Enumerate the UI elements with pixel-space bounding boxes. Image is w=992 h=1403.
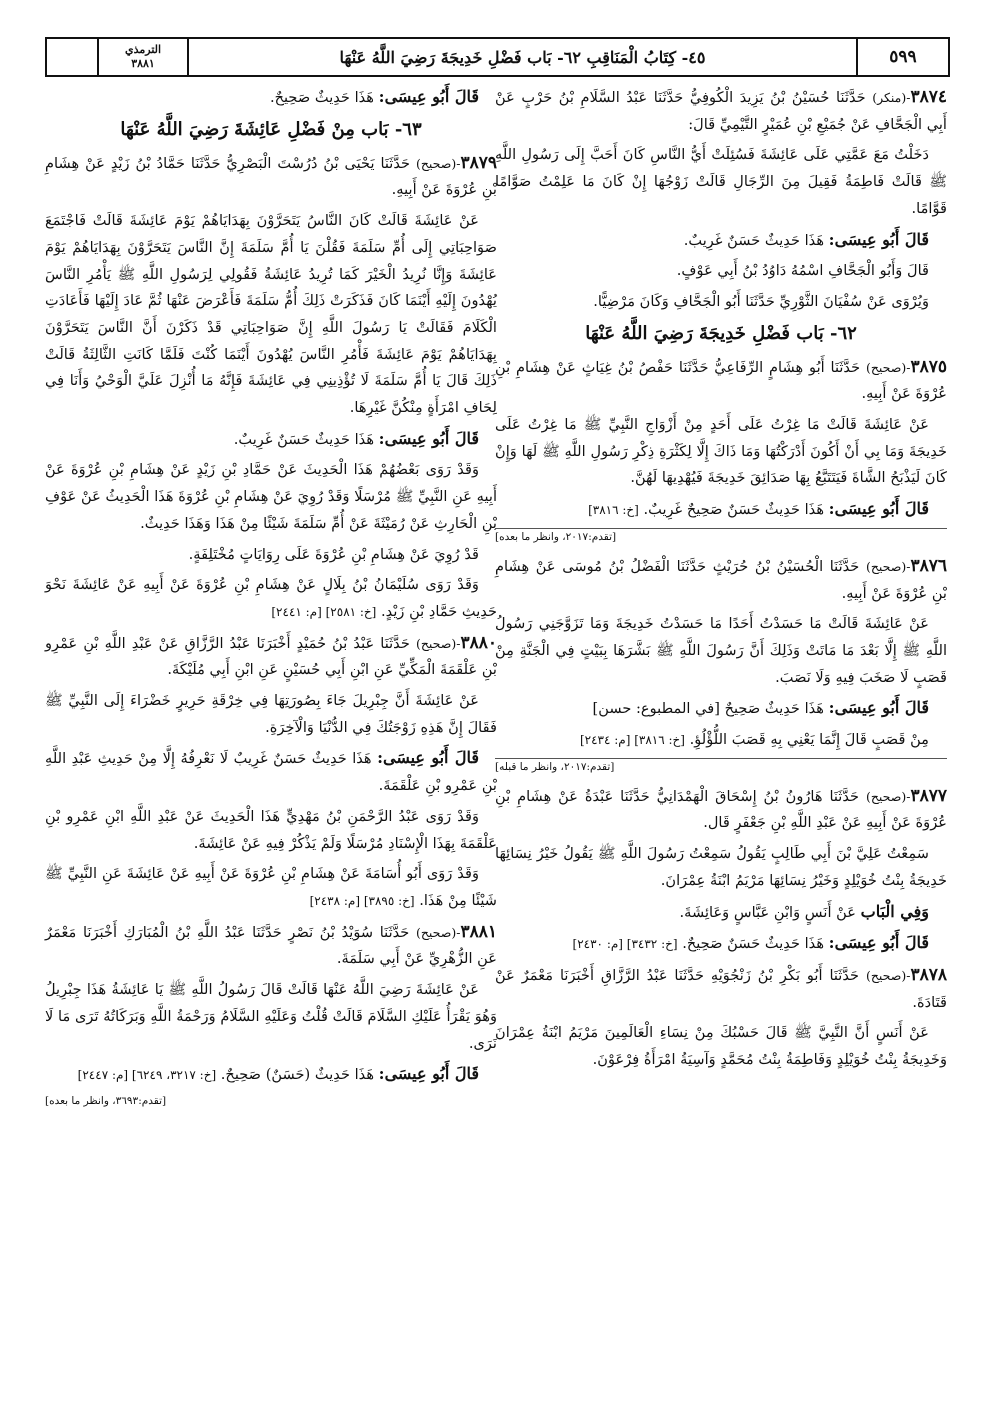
ruling-text: هَذَا حَدِيثٌ حَسَنٌ صَحِيحٌ غَرِيبٌ. xyxy=(643,501,825,519)
hadith-grade: -(صحيح) xyxy=(415,924,461,940)
hadith-3879-commentary-2: قَدْ رُوِيَ عَنْ هِشَامِ بْنِ عُرْوَةَ عَلَى رِوَايَاتٍ مُخْتَلِفَةٍ. xyxy=(188,545,479,563)
hadith-3878-matn: عَنْ أَنَسٍ أَنَّ النَّبِيَّ ﷺ قَالَ حَسْبُكَ مِنْ نِسَاءِ الْعَالَمِينَ مَرْيَمُ ابْنَةُ عِمْرَانَ وَخَدِيجَةُ بِنْتُ خُوَيْلِدٍ وَفَاطِمَةُ بِنْتُ مُحَمَّدٍ وَآسِيَةُ امْرَأَةُ فِرْعَوْنَ. xyxy=(495,1024,947,1069)
hadith-3878-isnad xyxy=(495,962,947,1016)
hadith-number: ٣٨٧٦ xyxy=(910,555,947,576)
bab-label: وَفِي الْبَاب xyxy=(860,901,929,921)
chapter-62-heading: ٦٢- بَاب فَضْلِ خَدِيجَةَ رَضِيَ اللَّهُ عَنْهَا xyxy=(585,322,857,344)
hadith-3876-ruling xyxy=(495,695,947,723)
hadith-3877-ruling xyxy=(495,930,947,958)
hadith-3876-matn: عَنْ عَائِشَةَ قَالَتْ مَا حَسَدْتُ أَحَدًا مَا حَسَدْتُ خَدِيجَةَ وَمَا تَزَوَّجَنِي رَسُولُ اللَّهِ ﷺ إِلَّا بَعْدَ مَا مَاتَتْ وَذَلِكَ أَنَّ رَسُولَ اللَّهِ ﷺ بَشَّرَهَا بِبَيْتٍ فِي الْجَنَّةِ مِنْ قَصَبٍ لَا صَخَبَ فِيهِ وَلَا نَصَبَ. xyxy=(495,615,947,686)
source-reference xyxy=(97,39,187,75)
header-empty-cell xyxy=(47,39,97,75)
page-number: ٥٩٩ xyxy=(856,39,948,75)
hadith-3875-isnad xyxy=(495,354,947,408)
isnad-text: حَدَّثَنَا سُوَيْدُ بْنُ نَصْرٍ حَدَّثَنَا عَبْدُ اللَّهِ بْنُ الْمُبَارَكِ أَخْبَرَنَا مَعْمَرٌ عَنِ الزُّهْرِيِّ عَنْ أَبِي سَلَمَةَ. xyxy=(45,923,497,968)
abu-isa-label: قَالَ أَبُو عِيسَى: xyxy=(828,933,929,953)
carryover-ruling xyxy=(45,84,497,112)
hadith-3876-isnad xyxy=(495,553,947,607)
chapter-running-title: ٤٥- كِتَابُ الْمَنَاقِبِ ٦٢- بَاب فَضْلِ خَدِيجَةَ رَضِيَ اللَّهُ عَنْهَا xyxy=(187,39,856,75)
cross-reference-note: [تقدم:٣٦٩٣، وانظر ما بعده] xyxy=(45,1094,167,1107)
isnad-text: حَدَّثَنَا أَبُو هِشَامٍ الرِّفَاعِيُّ حَدَّثَنَا حَفْصُ بْنُ غِيَاثٍ عَنْ هِشَامِ بْنِ عُرْوَةَ عَنْ أَبِيهِ. xyxy=(495,358,947,403)
takhrij-ref: [خ: ٣٨٩٥] [م: ٢٤٣٨] xyxy=(309,893,415,908)
hadith-3876-explanation xyxy=(495,727,947,754)
commentary-text: وَقَدْ رَوَى أَبُو أُسَامَةَ عَنْ هِشَامِ بْنِ عُرْوَةَ عَنْ أَبِيهِ عَنْ عَائِشَةَ عَنِ النَّبِيِّ ﷺ شَيْئًا مِنْ هَذَا. xyxy=(45,865,497,909)
hadith-number: ٣٨٧٥ xyxy=(910,356,948,377)
hadith-3881-ruling xyxy=(45,1061,497,1089)
takhrij-ref: [خ: ٣٨١٦] xyxy=(588,503,639,518)
source-number: ٣٨٨١ xyxy=(131,57,155,70)
takhrij-ref: [خ: ٣٢١٧، ٦٢٤٩] [م: ٢٤٤٧] xyxy=(77,1068,217,1083)
ruling-text: هَذَا حَدِيثٌ حَسَنٌ غَرِيبٌ. xyxy=(233,430,375,448)
isnad-text: حَدَّثَنَا عَبْدُ بْنُ حُمَيْدٍ أَخْبَرَنَا عَبْدُ الرَّزَّاقِ عَنْ عَبْدِ اللَّهِ بْنِ عَمْرِو بْنِ عَلْقَمَةَ الْمَكِّيِّ عَنِ ابْنِ أَبِي حُسَيْنٍ عَنِ ابْنِ أَبِي مُلَيْكَةَ. xyxy=(45,634,497,679)
hadith-3879-isnad xyxy=(45,150,497,204)
hadith-3875-matn: عَنْ عَائِشَةَ قَالَتْ مَا غِرْتُ عَلَى أَحَدٍ مِنْ أَزْوَاجِ النَّبِيِّ ﷺ مَا غِرْتُ عَلَى خَدِيجَةَ وَمَا بِي أَنْ أَكُونَ أَدْرَكْتُهَا وَمَا ذَاكَ إِلَّا لِكَثْرَةِ ذِكْرِ رَسُولِ اللَّهِ ﷺ لَهَا وَإِنْ كَانَ لَيَذْبَحُ الشَّاةَ فَيَتَتَبَّعُ بِهَا صَدَائِقَ خَدِيجَةَ فَيُهْدِيهَا لَهُنَّ. xyxy=(495,416,947,487)
ruling-text: هَذَا حَدِيثٌ صَحِيحٌ. xyxy=(269,89,375,106)
abu-isa-label: قَالَ أَبُو عِيسَى: xyxy=(378,87,479,106)
hadith-3880-ruling xyxy=(45,745,497,799)
hadith-3880-commentary-2 xyxy=(45,861,497,914)
bab-text: عَنْ أَنَسٍ وَابْنِ عَبَّاسٍ وَعَائِشَةَ. xyxy=(679,903,856,921)
hadith-3877-isnad xyxy=(495,783,947,837)
ruling-text: هَذَا حَدِيثٌ صَحِيحٌ [في المطبوع: حسن] xyxy=(592,700,825,718)
right-column xyxy=(495,84,947,1078)
hadith-number: ٣٨٧٩ xyxy=(460,152,498,173)
takhrij-ref: [خ: ٢٥٨١] [م: ٢٤٤١] xyxy=(271,604,377,619)
cross-reference-note: [تقدم:٢٠١٧، وانظر ما بعده] xyxy=(495,530,617,543)
abu-isa-label: قَالَ أَبُو عِيسَى: xyxy=(828,229,929,249)
ruling-text: هَذَا حَدِيثٌ حَسَنٌ صَحِيحٌ. xyxy=(682,935,825,953)
hadith-3875-ruling xyxy=(495,496,947,524)
isnad-text: حَدَّثَنَا يَحْيَى بْنُ دُرُسْتَ الْبَصْرِيُّ حَدَّثَنَا حَمَّادُ بْنُ زَيْدٍ عَنْ هِشَامِ بْنِ عُرْوَةَ عَنْ أَبِيهِ. xyxy=(45,154,497,199)
commentary-text: وَقَدْ رَوَى سُلَيْمَانُ بْنُ بِلَالٍ عَنْ هِشَامِ بْنِ عُرْوَةَ عَنْ أَبِيهِ عَنْ عَائِشَةَ نَحْوَ حَدِيثِ حَمَّادِ بْنِ زَيْدٍ. xyxy=(45,576,497,620)
isnad-text: حَدَّثَنَا حُسَيْنُ بْنُ يَزِيدَ الْكُوفِيُّ حَدَّثَنَا عَبْدُ السَّلَامِ بْنُ حَرْبٍ عَنْ أَبِي الْجَحَّافِ عَنْ جُمَيْعِ بْنِ عُمَيْرٍ التَّيْمِيِّ قَالَ: xyxy=(495,89,947,133)
hadith-3881-isnad xyxy=(45,919,497,973)
isnad-text: حَدَّثَنَا أَبُو بَكْرِ بْنُ زَنْجُوَيْهِ حَدَّثَنَا عَبْدُ الرَّزَّاقِ أَخْبَرَنَا مَعْمَرٌ عَنْ قَتَادَةَ. xyxy=(495,966,947,1011)
footnote-rule xyxy=(495,528,947,547)
isnad-text: حَدَّثَنَا هَارُونُ بْنُ إِسْحَاقَ الْهَمْدَانِيُّ حَدَّثَنَا عَبْدَةُ عَنْ هِشَامِ بْنِ عُرْوَةَ عَنْ أَبِيهِ عَنْ عَبْدِ اللَّهِ بْنِ جَعْفَرٍ قَال. xyxy=(495,787,947,832)
hadith-3879-commentary-3 xyxy=(45,572,497,625)
hadith-3874-note-2: وَيُرْوَى عَنْ سُفْيَانَ الثَّوْرِيِّ حَدَّثَنَا أَبُو الْجَحَّافِ وَكَانَ مَرْضِيًّا. xyxy=(593,292,929,310)
page-header xyxy=(45,37,950,77)
hadith-grade: -(صحيح) xyxy=(865,967,911,983)
hadith-grade: -(صحيح) xyxy=(415,155,461,171)
hadith-3880-isnad xyxy=(45,630,497,684)
hadith-3874-ruling xyxy=(495,227,947,255)
abu-isa-label: قَالَ أَبُو عِيسَى: xyxy=(828,499,929,519)
left-column xyxy=(45,84,497,1117)
hadith-3874-note-1: قَالَ وَأَبُو الْجَحَّافِ اسْمُهُ دَاوُدُ بْنُ أَبِي عَوْفٍ. xyxy=(676,262,929,280)
hadith-grade: -(صحيح) xyxy=(865,558,911,574)
takhrij-ref: [خ: ٣٨١٦] [م: ٢٤٣٤] xyxy=(579,733,685,748)
chapter-63-heading: ٦٣- بَاب مِنْ فَضْلِ عَائِشَةَ رَضِيَ اللَّهُ عَنْهَا xyxy=(120,118,422,140)
hadith-3880-matn: عَنْ عَائِشَةَ أَنَّ جِبْرِيلَ جَاءَ بِصُورَتِهَا فِي خِرْقَةِ حَرِيرٍ خَضْرَاءَ إِلَى النَّبِيِّ ﷺ فَقَالَ إِنَّ هَذِهِ زَوْجَتُكَ فِي الدُّنْيَا وَالْآخِرَةِ. xyxy=(45,692,497,736)
hadith-3877-matn: سَمِعْتُ عَلِيَّ بْنَ أَبِي طَالِبٍ يَقُولُ سَمِعْتُ رَسُولَ اللَّهِ ﷺ يَقُولُ خَيْرُ نِسَائِهَا خَدِيجَةُ بِنْتُ خُوَيْلِدٍ وَخَيْرُ نِسَائِهَا مَرْيَمُ ابْنَةُ عِمْرَانَ. xyxy=(495,845,947,889)
footnote-rule xyxy=(495,758,947,777)
hadith-3874-matn: دَخَلْتُ مَعَ عَمَّتِي عَلَى عَائِشَةَ فَسُئِلَتْ أَيُّ النَّاسِ كَانَ أَحَبَّ إِلَى رَسُولِ اللَّهِ ﷺ قَالَتْ فَاطِمَةُ فَقِيلَ مِنَ الرِّجَالِ قَالَتْ زَوْجُهَا إِنْ كَانَ مَا عَلِمْتُ صَوَّامًا قَوَّامًا. xyxy=(495,146,947,217)
hadith-grade: -(صحيح) xyxy=(865,359,911,375)
abu-isa-label: قَالَ أَبُو عِيسَى: xyxy=(378,428,479,448)
isnad-text: حَدَّثَنَا الْحُسَيْنُ بْنُ حُرَيْثٍ حَدَّثَنَا الْفَضْلُ بْنُ مُوسَى عَنْ هِشَامِ بْنِ عُرْوَةَ عَنْ أَبِيهِ. xyxy=(495,557,947,602)
hadith-3879-commentary-1: وَقَدْ رَوَى بَعْضُهُمْ هَذَا الْحَدِيثَ عَنْ حَمَّادِ بْنِ زَيْدٍ عَنْ هِشَامِ بْنِ عُرْوَةَ عَنْ أَبِيهِ عَنِ النَّبِيِّ ﷺ مُرْسَلًا وَقَدْ رُوِيَ عَنْ هِشَامِ بْنِ عُرْوَةَ هَذَا الْحَدِيثُ عَنْ عَوْفِ بْنِ الْحَارِثِ عَنْ رُمَيْثَةَ عَنْ أُمِّ سَلَمَةَ شَيْئًا مِنْ هَذَا وَهَذَا حَدِيثٌ. xyxy=(45,461,497,532)
ruling-text: هَذَا حَدِيثٌ حَسَنٌ غَرِيبٌ لَا نَعْرِفُهُ إِلَّا مِنْ حَدِيثِ عَبْدِ اللَّهِ بْنِ عَمْرِو بْنِ عَلْقَمَةَ. xyxy=(45,750,497,795)
hadith-grade: -(صحيح) xyxy=(865,788,911,804)
abu-isa-label: قَالَ أَبُو عِيسَى: xyxy=(378,1064,479,1084)
hadith-3879-ruling xyxy=(45,426,497,454)
hadith-3880-commentary-1: وَقَدْ رَوَى عَبْدُ الرَّحْمَنِ بْنُ مَهْدِيٍّ هَذَا الْحَدِيثَ عَنْ عَبْدِ اللَّهِ ابْنِ عَمْرِو بْنِ عَلْقَمَةَ بِهَذَا الْإِسْنَادِ مُرْسَلًا وَلَمْ يَذْكُرْ فِيهِ عَنْ عَائِشَةَ. xyxy=(45,807,497,852)
takhrij-ref: [خ: ٣٤٣٢] [م: ٢٤٣٠] xyxy=(572,937,678,952)
abu-isa-label: قَالَ أَبُو عِيسَى: xyxy=(828,698,929,718)
abu-isa-label: قَالَ أَبُو عِيسَى: xyxy=(377,748,480,768)
hadith-3881-matn: عَنْ عَائِشَةَ رَضِيَ اللَّهُ عَنْهَا قَالَتْ قَالَ رَسُولُ اللَّهِ ﷺ يَا عَائِشَةُ هَذَا جِبْرِيلُ وَهُوَ يَقْرَأُ عَلَيْكِ السَّلَامَ قَالَتْ قُلْتُ وَعَلَيْهِ السَّلَامُ وَرَحْمَةُ اللَّهِ وَبَرَكَاتُهُ تَرَى مَا لَا نَرَى. xyxy=(45,981,497,1052)
hadith-grade: -(صحيح) xyxy=(415,635,461,651)
explanation-text: مِنْ قَصَبٍ قَالَ إِنَّمَا يَعْنِي بِهِ قَصَبَ اللُّؤْلُؤِ. xyxy=(689,731,929,749)
ruling-text: هَذَا حَدِيثٌ حَسَنٌ غَرِيبٌ. xyxy=(683,231,825,249)
ruling-text: هَذَا حَدِيثٌ (حَسَنٌ) صَحِيحٌ. xyxy=(220,1066,375,1084)
hadith-number: ٣٨٧٧ xyxy=(910,785,948,806)
hadith-3877-bab xyxy=(495,899,947,927)
cross-reference-note: [تقدم:٢٠١٧، وانظر ما قبله] xyxy=(495,760,615,773)
hadith-number: ٣٨٧٤ xyxy=(910,87,948,107)
hadith-number: ٣٨٨٠ xyxy=(460,632,497,653)
hadith-grade: -(منكر) xyxy=(872,90,911,105)
hadith-3879-matn: عَنْ عَائِشَةَ قَالَتْ كَانَ النَّاسُ يَتَحَرَّوْنَ بِهَدَايَاهُمْ يَوْمَ عَائِشَةَ قَالَتْ فَاجْتَمَعَ صَوَاحِبَاتِي إِلَى أُمِّ سَلَمَةَ فَقُلْنَ يَا أُمَّ سَلَمَةَ إِنَّ النَّاسَ يَتَحَرَّوْنَ بِهَدَايَاهُمْ يَوْمَ عَائِشَةَ وَإِنَّا نُرِيدُ الْخَيْرَ كَمَا تُرِيدُ عَائِشَةُ فَقُولِي لِرَسُولِ اللَّهِ ﷺ يَأْمُرِ النَّاسَ يُهْدُونَ إِلَيْهِ أَيْنَمَا كَانَ فَذَكَرَتْ ذَلِكَ أُمُّ سَلَمَةَ فَأَعْرَضَ عَنْهَا ثُمَّ عَادَ إِلَيْهَا فَأَعَادَتِ الْكَلَامَ فَقَالَتْ يَا رَسُولَ اللَّهِ إِنَّ صَوَاحِبَاتِي قَدْ ذَكَرْنَ أَنَّ النَّاسَ يَتَحَرَّوْنَ بِهَدَايَاهُمْ يَوْمَ عَائِشَةَ فَأْمُرِ النَّاسَ يُهْدُونَ أَيْنَمَا كُنْتَ فَلَمَّا كَانَتِ الثَّالِثَةُ قَالَتْ ذَلِكَ قَالَ يَا أُمَّ سَلَمَةَ لَا تُؤْذِينِي فِي عَائِشَةَ فَإِنَّهُ مَا أُنْزِلَ عَلَيَّ الْوَحْيُ وَأَنَا فِي لِحَافِ امْرَأَةٍ مِنْكُنَّ غَيْرِهَا. xyxy=(45,212,497,417)
hadith-number: ٣٨٨١ xyxy=(460,921,498,942)
hadith-3874-isnad xyxy=(495,84,947,138)
source-label: الترمذي xyxy=(124,43,162,56)
hadith-number: ٣٨٧٨ xyxy=(910,964,947,985)
